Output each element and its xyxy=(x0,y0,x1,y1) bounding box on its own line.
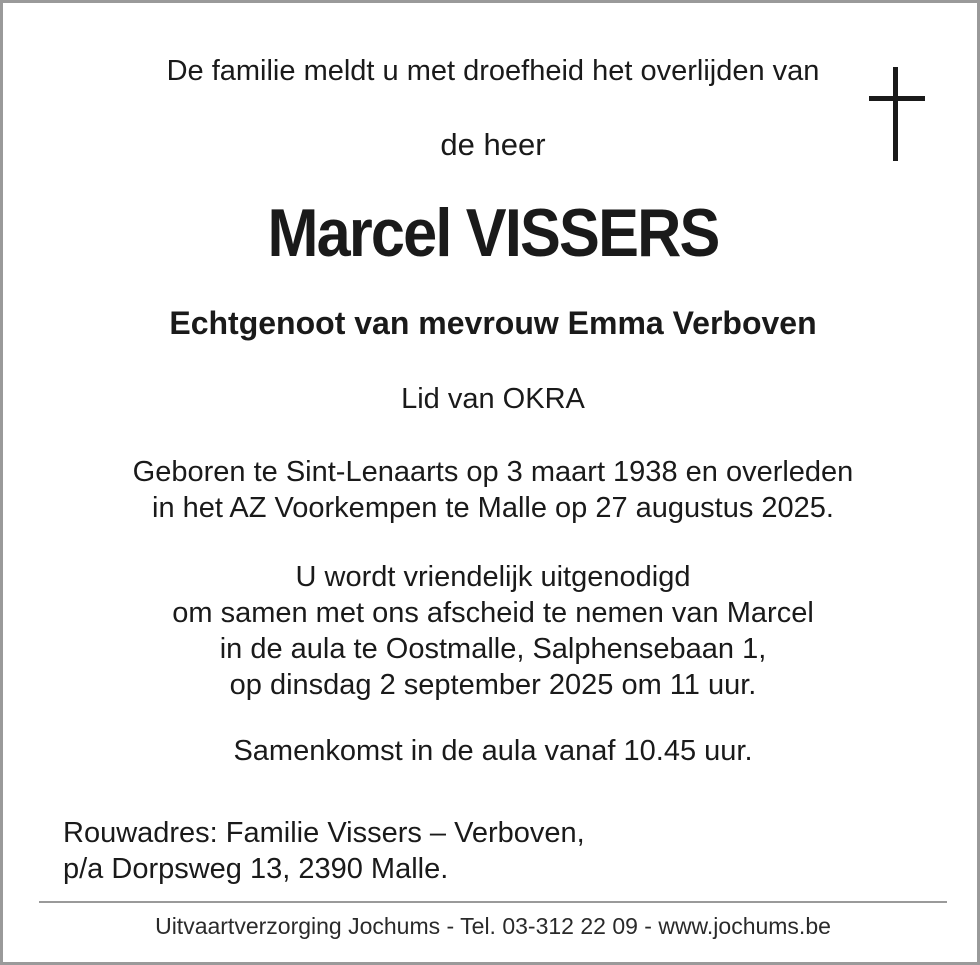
title-prefix: de heer xyxy=(440,127,546,162)
birth-death-line: Geboren te Sint-Lenaarts op 3 maart 1938 en overleden xyxy=(132,456,854,488)
footer-divider xyxy=(39,901,947,903)
birth-death-line: in het AZ Voorkempen te Malle op 27 augustus 2025. xyxy=(152,492,834,524)
mourning-address xyxy=(63,815,585,887)
birth-death-paragraph xyxy=(3,454,980,526)
membership-text: Lid van OKRA xyxy=(401,383,585,415)
invitation-line: U wordt vriendelijk uitgenodigd xyxy=(295,561,691,593)
invitation-line: op dinsdag 2 september 2025 om 11 uur. xyxy=(229,669,757,701)
deceased-name: Marcel VISSERS xyxy=(267,195,719,271)
invitation-line: in de aula te Oostmalle, Salphensebaan 1, xyxy=(219,633,767,665)
gathering-text: Samenkomst in de aula vanaf 10.45 uur. xyxy=(233,735,753,767)
address-line: Rouwadres: Familie Vissers – Verboven, xyxy=(63,817,585,849)
invitation-line: om samen met ons afscheid te nemen van Marcel xyxy=(172,597,814,629)
spouse-text: Echtgenoot van mevrouw Emma Verboven xyxy=(169,305,817,341)
address-line: p/a Dorpsweg 13, 2390 Malle. xyxy=(63,853,449,885)
invitation-paragraph xyxy=(3,559,980,703)
intro-text: De familie meldt u met droefheid het overlijden van xyxy=(166,55,820,87)
funeral-director-footer: Uitvaartverzorging Jochums - Tel. 03-312 22 09 - www.jochums.be xyxy=(155,913,831,939)
